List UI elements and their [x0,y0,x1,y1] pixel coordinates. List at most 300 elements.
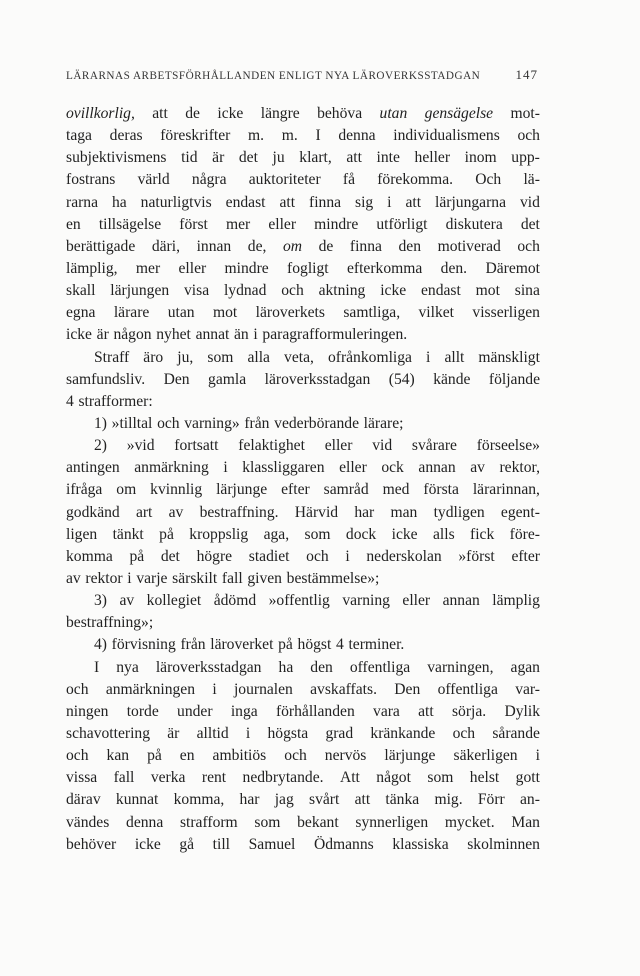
word: klassliggaren [242,459,325,477]
word: 3) [94,592,107,610]
word: mindre [314,215,359,233]
word: agan [510,658,540,676]
word: jag [274,791,294,809]
word: på [278,636,293,654]
word: Och [475,171,502,189]
word: veta, [284,348,314,366]
word: läroverksstadgan [264,370,371,388]
word: Den [394,680,421,698]
word: få [342,171,355,189]
running-head-title: LÄRARNAS ARBETSFÖRHÅLLANDEN ENLIGT NYA LÄROVERKSSTADGAN [66,70,481,82]
word: vid [519,193,540,211]
word: ju [272,149,285,167]
word: skolminnen [467,835,540,853]
word: att [152,105,168,122]
word: läroverkets [255,304,325,322]
word: några [191,171,227,189]
word: nedbrytande. [242,769,324,787]
word: journalen [233,680,293,698]
word: icke [217,105,244,122]
word: rarna [66,193,99,211]
word: lärjunge [216,481,268,499]
word: strafformer: [78,392,153,410]
text-line [66,125,540,147]
word: lämplig [492,592,540,610]
word: lärare; [363,414,404,432]
text-line [66,169,540,191]
word: tillsägelse [98,215,162,233]
word: icke [380,282,407,300]
word: förekomma. [377,171,454,189]
word: finna [309,193,342,211]
word: att [346,149,362,167]
word: komma [66,547,113,565]
word: torde [126,702,159,720]
word: Man [511,813,540,831]
word: i [212,680,217,698]
word: i [127,569,132,587]
word: en [179,747,195,765]
word: av [119,592,135,610]
word: nyhet [156,326,191,344]
text-line [66,524,540,546]
text-line [66,745,540,767]
word: komma, [173,791,225,809]
text-line [66,812,540,834]
word: och [66,747,89,765]
word: icke [134,835,161,853]
text-line [66,435,540,457]
word: svårare [411,437,457,455]
word: samråd [323,481,369,499]
word: auktoriteter [248,171,321,189]
word: inga [230,702,258,720]
word: vändes [66,813,110,831]
word: stadiet [248,547,290,565]
word: och [452,724,476,742]
word: de [318,237,334,255]
word: på [129,547,145,565]
word: (54) [388,370,415,388]
word: Dylik [504,702,540,720]
word: kvinnlig [150,481,203,499]
word: bestraffning»; [66,614,154,632]
word: mig. [434,791,463,809]
word: rent [201,769,227,787]
word: från [180,636,206,654]
word: det [238,149,258,167]
word: Straff [94,348,130,366]
word: av [66,569,81,587]
text-line [66,280,540,302]
text-line [66,413,540,435]
word: naturligtvis [140,193,212,211]
word: 4 [66,392,74,410]
word: varningen, [427,658,494,676]
word: de [185,105,200,122]
word: kunnat [115,791,159,809]
word: läroverket [210,636,274,654]
word: rektor [85,569,123,587]
word: paragrafformuleringen. [262,326,408,344]
text-line [66,568,540,590]
word: mycket. [444,813,495,831]
word: i [387,193,392,211]
word: förseelse» [476,437,540,455]
word: att [405,193,422,211]
word: att [279,193,296,211]
word: varje [136,569,168,587]
text-line [66,590,540,612]
word: vilket [418,304,455,322]
word: läroverksstadgan [155,658,262,676]
word: heller [414,149,451,167]
word: i [535,747,540,765]
word: varning» [184,414,240,432]
word: var- [515,680,540,698]
word: utförligt [376,215,428,233]
word: 4 [335,636,344,654]
word: efter [511,547,540,565]
word: rektor, [499,459,540,477]
word: bestämmelse»; [286,569,380,587]
word: kände [433,370,471,388]
word: på [159,525,174,543]
word: m. [281,127,298,145]
word: diskutera [445,215,503,233]
word: bekant [297,813,339,831]
word: äro [143,348,164,366]
word: 4) [94,636,107,654]
word: samtliga, [343,304,401,322]
word: förhållanden [275,702,355,720]
word: deras [109,127,143,145]
word: som [207,348,234,366]
word: annan [442,592,480,610]
word: att [354,791,371,809]
word: an- [519,791,540,809]
word: fick [470,525,495,543]
word: det [160,547,180,565]
word: eller [402,592,431,610]
word: innan [196,237,232,255]
word: är [167,724,180,742]
word: given [247,569,282,587]
word: helst [469,769,500,787]
word: 2) [94,437,107,455]
word: m. [248,127,265,145]
word: att [418,702,434,720]
word: mänskligt [478,348,540,366]
word: alls [432,525,455,543]
word: Däremot [485,259,540,277]
word: och [517,237,540,255]
text-line [66,302,540,324]
word: eller [178,259,207,277]
word: svårt [309,791,340,809]
word: högsta [267,724,309,742]
word: kollegiet [146,592,202,610]
word: vid [372,437,393,455]
word: efterkomma [346,259,423,277]
word: som [304,525,331,543]
word: denna [338,127,376,145]
word: sig [355,193,374,211]
word: eller [324,437,353,455]
text-line [66,347,540,369]
word: i [426,348,431,366]
word: och [66,680,89,698]
word: mer [135,259,161,277]
word: ju, [177,348,194,366]
word: första [423,481,459,499]
text-line [66,391,540,413]
word: I [315,127,321,145]
word: mot- [510,105,540,122]
word: ådömd [213,592,257,610]
word: vara [373,702,400,720]
word: och [306,547,329,565]
word: gå [179,835,195,853]
word: och [284,747,307,765]
word: annat [195,326,230,344]
word: på [147,747,162,765]
word: taga [66,127,92,145]
word: mot [213,304,238,322]
word: strafform [179,813,238,831]
word: därav [66,791,101,809]
word: Den [163,370,190,388]
word: upp- [511,149,540,167]
word: högst [297,636,332,654]
text-line [66,612,540,634]
word: art [135,503,153,521]
word: lärarinnan, [472,481,540,499]
page-number: 147 [515,67,538,82]
word: under [177,702,213,720]
word: eller [268,215,297,233]
word: högre [196,547,233,565]
word: av [168,503,184,521]
word: fostrans [66,171,116,189]
word: vederbörande [274,414,359,432]
word: offentliga [437,680,498,698]
text-line [66,502,540,524]
word: med [382,481,410,499]
running-head [66,67,538,83]
word: tid [181,149,198,167]
word: synnerligen [355,813,429,831]
word: nya [116,658,139,676]
word: alltid [196,724,229,742]
word: fall [221,569,243,587]
text-line [66,324,540,346]
word: utan [167,304,195,322]
word: ambitiös [212,747,267,765]
text-line [66,834,540,856]
word: ifråga [66,481,103,499]
word: från [244,414,270,432]
word: dock [345,525,377,543]
word: ha [111,193,127,211]
word: följande [488,370,540,388]
text-line [66,236,540,258]
word: lärjunge [384,747,436,765]
word: anmärkning [134,459,209,477]
word: schavottering [66,724,151,742]
body-text [66,103,540,856]
word: sörja. [451,702,487,720]
word: denna [126,813,164,831]
word: den [398,237,421,255]
text-line [66,103,540,125]
word: och [281,282,304,300]
word: är [212,149,225,167]
word: klart, [299,149,332,167]
word: Förr [477,791,505,809]
word: felaktighet [238,437,305,455]
word: ha [278,658,294,676]
word: de, [247,237,267,255]
word: gamla [208,370,247,388]
text-line [66,369,540,391]
word: finna [349,237,382,255]
word: ligen [66,525,98,543]
word: däri, [151,237,180,255]
word: i [253,326,258,344]
word: i [245,724,251,742]
word: kroppslig [189,525,249,543]
word: har [239,791,260,809]
word: egna [66,304,96,322]
word: lärare [113,304,150,322]
word: någon [113,326,152,344]
word: lärjungen [110,282,170,300]
word: fall [113,769,135,787]
word: fogligt [287,259,329,277]
word: mindre [224,259,269,277]
word: till [212,835,231,853]
word: endast [225,193,266,211]
word: aga, [263,525,290,543]
word: än [234,326,249,344]
word: och [157,414,180,432]
word: egent- [500,503,540,521]
word: mer [225,215,251,233]
text-line [66,479,540,501]
word: i [345,547,350,565]
word: först [179,215,208,233]
text-line [66,679,540,701]
word: annan [418,459,456,477]
word: samfundsliv. [66,370,146,388]
word: godkänd [66,503,120,521]
word: ock [381,459,404,477]
word: verka [150,769,186,787]
word: det [520,215,540,233]
word: endast [421,282,461,300]
word: inte [376,149,400,167]
word: »vid [126,437,155,455]
word: inom [464,149,497,167]
word: nederskolan [366,547,442,565]
word: eller [339,459,367,477]
word: mot [475,282,500,300]
word: ningen [66,702,109,720]
word: om [116,481,137,499]
word: tänkt [112,525,144,543]
word: Samuel [248,835,296,853]
word: har [354,503,375,521]
word: lämplig, [66,259,118,277]
word: kränkande [370,724,436,742]
word: 1) [94,414,107,432]
text-line [66,147,540,169]
word: offentliga [349,658,411,676]
word: anmärkningen [105,680,196,698]
word: föreskrifter [160,127,231,145]
word: individualismens [393,127,500,145]
word: motiverad [437,237,501,255]
text-line [66,258,540,280]
word: om [282,237,303,255]
word: Härvid [294,503,339,521]
text-line [66,214,540,236]
word: I [94,658,100,676]
word: något [376,769,411,787]
word: den. [440,259,468,277]
word: av [470,459,485,477]
word: tydligen [433,503,485,521]
word: avskaffats. [310,680,377,698]
word: som [427,769,454,787]
word: särskilt [172,569,218,587]
text-line [66,657,540,679]
word: gott [515,769,540,787]
text-line [66,546,540,568]
word: vissa [66,769,98,787]
word: behöver [66,835,117,853]
word: utan [379,105,408,122]
word: sårande [492,724,540,742]
word: subjektivismens [66,149,167,167]
word: bestraffning. [199,503,279,521]
word: i [223,459,228,477]
word: nervös [324,747,367,765]
word: »tilltal [111,414,153,432]
word: den [310,658,333,676]
word: visserligen [472,304,540,322]
text-line [66,192,540,214]
word: sina [514,282,540,300]
word: »först [458,547,495,565]
word: är [96,326,109,344]
word: man [390,503,418,521]
word: allt [444,348,465,366]
word: antingen [66,459,120,477]
word: efter [281,481,310,499]
word: Ödmanns [313,835,374,853]
text-line [66,634,540,656]
word: behöva [317,105,363,122]
word: icke [391,525,418,543]
word: varning [342,592,390,610]
word: Att [339,769,360,787]
word: och [517,127,540,145]
text-line [66,789,540,811]
word: förvisning [111,636,176,654]
word: tänka [385,791,420,809]
